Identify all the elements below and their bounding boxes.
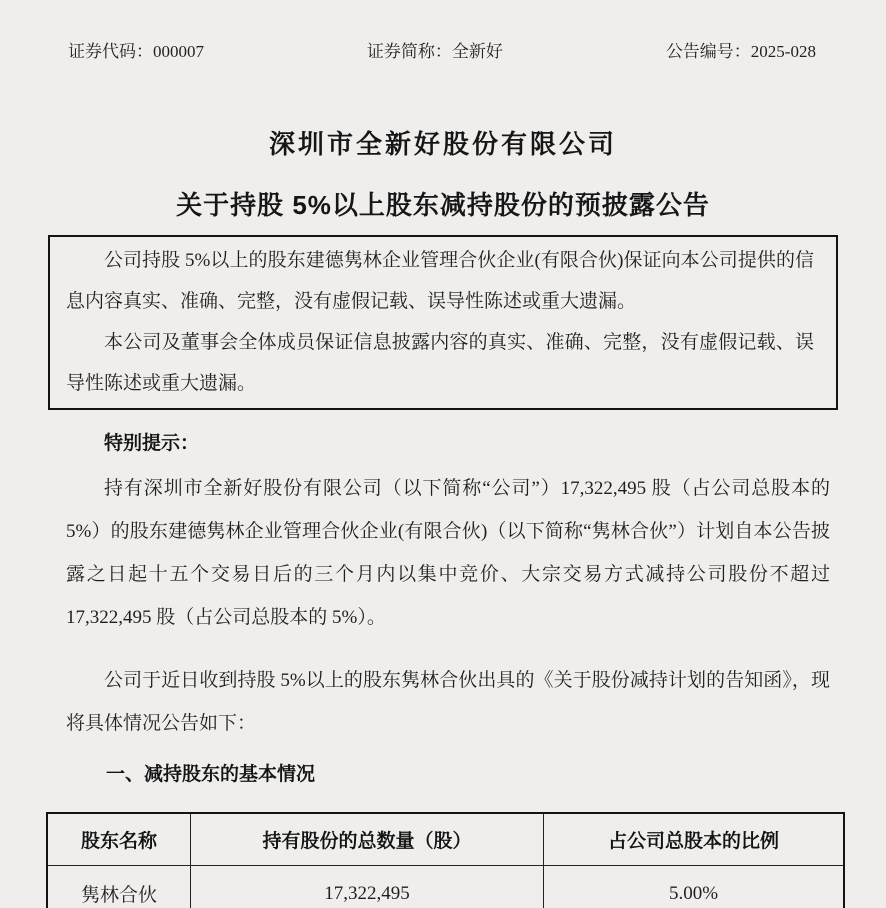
table-header-row xyxy=(47,813,844,865)
disclaimer-paragraph-2: 本公司及董事会全体成员保证信息披露内容的真实、准确、完整，没有虚假记载、误导性陈述或重大遗漏。 xyxy=(66,332,814,394)
announcement-number: 公告编号：2025-028 xyxy=(665,42,816,61)
document-header xyxy=(68,40,816,64)
special-notice-paragraph: 持有深圳市全新好股份有限公司（以下简称“公司”）17,322,495 股（占公司总股本的 5%）的股东建德隽林企业管理合伙企业(有限合伙)（以下简称“隽林合伙”）计划自本公告披露之日起十五个交易日后的三个月内以集中竞价、大宗交易方式减持公司股份不超过 17,322,495 股（占公司总股本的 5%）。 xyxy=(66,478,830,628)
stock-code: 证券代码：000007 xyxy=(68,42,204,61)
shareholder-table-wrap xyxy=(46,812,845,908)
table-header-shareholder-name: 股东名称 xyxy=(47,813,190,865)
special-notice-heading: 特别提示： xyxy=(104,433,200,454)
cell-share-count: 17,322,495 xyxy=(190,865,543,908)
receipt-paragraph: 公司于近日收到持股 5%以上的股东隽林合伙出具的《关于股份减持计划的告知函》，现将具体情况公告如下： xyxy=(66,670,830,734)
shareholder-table xyxy=(46,812,845,908)
disclaimer-paragraph-1: 公司持股 5%以上的股东建德隽林企业管理合伙企业(有限合伙)保证向本公司提供的信息内容真实、准确、完整，没有虚假记载、误导性陈述或重大遗漏。 xyxy=(66,250,814,312)
announcement-page xyxy=(0,40,886,908)
company-name-title: 深圳市全新好股份有限公司 xyxy=(268,129,617,159)
section-heading: 一、减持股东的基本情况 xyxy=(106,764,316,785)
table-header-share-ratio: 占公司总股本的比例 xyxy=(544,813,844,865)
table-header-share-count: 持有股份的总数量（股） xyxy=(190,813,543,865)
table-row xyxy=(47,865,844,908)
announcement-title: 关于持股 5%以上股东减持股份的预披露公告 xyxy=(176,190,710,220)
document-body xyxy=(66,430,830,788)
cell-share-ratio: 5.00% xyxy=(544,865,844,908)
cell-shareholder-name: 隽林合伙 xyxy=(47,865,190,908)
stock-short-name: 证券简称：全新好 xyxy=(366,42,503,61)
disclaimer-box xyxy=(48,235,838,410)
